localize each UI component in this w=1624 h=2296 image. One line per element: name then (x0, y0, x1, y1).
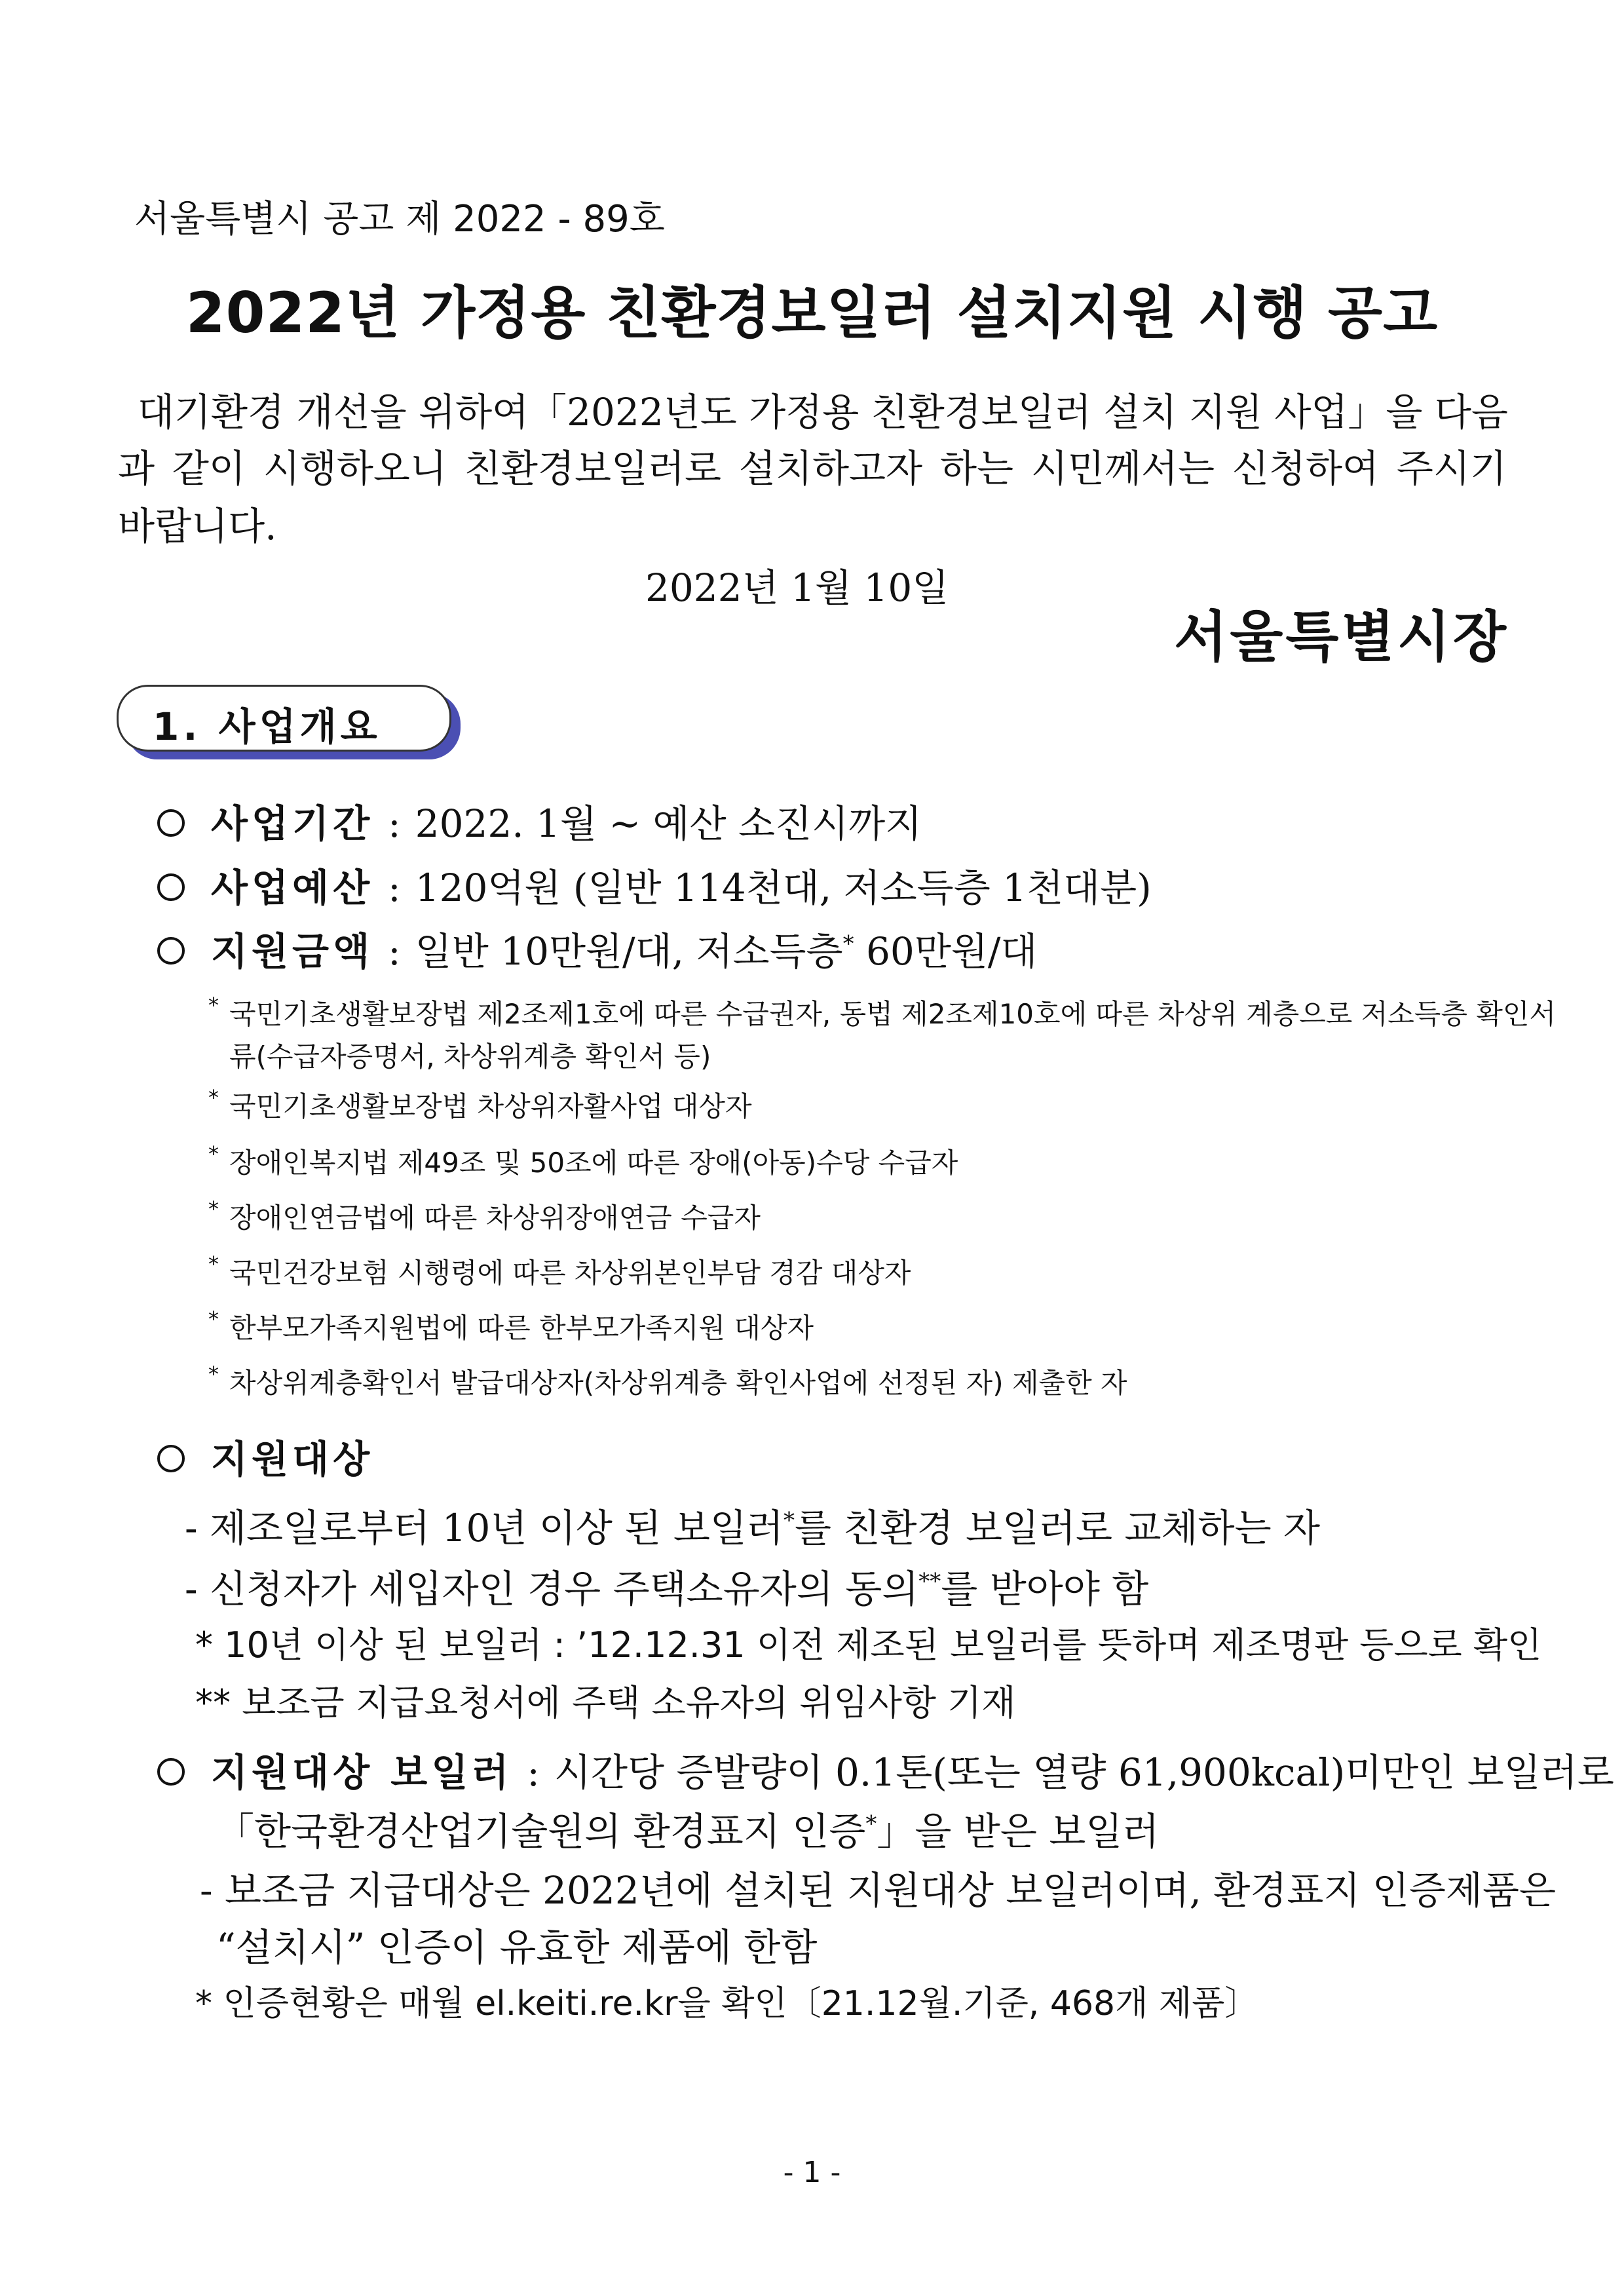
business-budget-item: 사업예산 : 120억원 (일반 114천대, 저소득층 1천대분) (157, 857, 1152, 912)
circle-bullet-icon (157, 873, 185, 901)
support-target-item: - 신청자가 세입자인 경우 주택소유자의 동의**를 받아야 함 (185, 1567, 1149, 1611)
support-amount-item: 지원금액 : 일반 10만원/대, 저소득층* 60만원/대 (157, 921, 1037, 976)
eligible-boiler-line-2: 「한국환경산업기술원의 환경표지 인증*」을 받은 보일러 (216, 1809, 1160, 1854)
eligible-boiler-item: 지원대상 보일러 : 시간당 증발량이 0.1톤(또는 열량 61,900kcal)미만인 보일러로 (157, 1742, 1614, 1797)
intro-line-2: 과 같이 시행하오니 친환경보일러로 설치하고자 하는 시민께서는 신청하여 주시기 (118, 446, 1507, 491)
subsidy-scope-line-1: - 보조금 지급대상은 2022년에 설치된 지원대상 보일러이며, 환경표지 인증제품은 (200, 1868, 1557, 1913)
item-value: 일반 10만원/대, 저소득층 (415, 929, 843, 974)
item-label: 사업예산 (211, 866, 374, 910)
issuer-name: 서울특별시장 (1174, 604, 1509, 669)
low-income-note: * 장애인복지법 제49조 및 50조에 따른 장애(아동)수당 수급자 (208, 1141, 958, 1179)
footnote-mark: * (842, 930, 854, 957)
notice-number: 서울특별시 공고 제 2022 - 89호 (134, 198, 665, 240)
item-label: 지원금액 (211, 929, 374, 974)
circle-bullet-icon (157, 1445, 185, 1472)
item-value-suffix: 60만원/대 (854, 929, 1038, 974)
low-income-note: * 장애인연금법에 따른 차상위장애연금 수급자 (208, 1196, 761, 1234)
notice-date: 2022년 1월 10일 (645, 565, 949, 610)
low-income-note: * 국민기초생활보장법 제2조제1호에 따른 수급권자, 동법 제2조제10호에 따른 차상위 계층으로 저소득층 확인서 (208, 993, 1557, 1030)
support-target-item: - 제조일로부터 10년 이상 된 보일러*를 친환경 보일러로 교체하는 자 (185, 1506, 1321, 1550)
target-footnote: * 10년 이상 된 보일러 : ’12.12.31 이전 제조된 보일러를 뜻하며 제조명판 등으로 확인 (195, 1624, 1542, 1666)
circle-bullet-icon (157, 1758, 185, 1786)
low-income-note: * 한부모가족지원법에 따른 한부모가족지원 대상자 (208, 1307, 814, 1344)
item-label: 사업기간 (211, 801, 374, 846)
circle-bullet-icon (157, 937, 185, 965)
intro-line-3: 바랍니다. (118, 504, 277, 548)
item-value: 120억원 (일반 114천대, 저소득층 1천대분) (415, 866, 1152, 910)
circle-bullet-icon (157, 809, 185, 837)
document-title: 2022년 가정용 친환경보일러 설치지원 시행 공고 (185, 280, 1439, 346)
section-heading-label: 1. 사업개요 (153, 704, 381, 749)
low-income-note: * 차상위계층확인서 발급대상자(차상위계층 확인사업에 선정된 자) 제출한 자 (208, 1362, 1127, 1399)
footnote-mark: ** (918, 1568, 941, 1595)
page-number: - 1 - (783, 2156, 841, 2189)
section-heading-tab (117, 685, 451, 752)
low-income-note-continued: 류(수급자증명서, 차상위계층 확인서 등) (229, 1041, 711, 1073)
target-footnote: ** 보조금 지급요청서에 주택 소유자의 위임사항 기재 (195, 1682, 1016, 1723)
item-value: 2022. 1월 ~ 예산 소진시까지 (415, 801, 922, 846)
business-period-item: 사업기간 : 2022. 1월 ~ 예산 소진시까지 (157, 793, 922, 848)
low-income-note: * 국민건강보험 시행령에 따른 차상위본인부담 경감 대상자 (208, 1252, 911, 1289)
support-target-heading: 지원대상 (157, 1428, 373, 1483)
subsidy-scope-line-2: “설치시” 인증이 유효한 제품에 한함 (216, 1925, 818, 1970)
certification-note: * 인증현황은 매월 el.keiti.re.kr을 확인〔21.12월.기준, 468개 제품〕 (195, 1984, 1259, 2023)
footnote-mark: * (783, 1507, 795, 1534)
low-income-note: * 국민기초생활보장법 차상위자활사업 대상자 (208, 1085, 752, 1122)
footnote-mark: * (865, 1810, 877, 1837)
intro-line-1: 대기환경 개선을 위하여「2022년도 가정용 친환경보일러 설치 지원 사업」을 다음 (138, 390, 1508, 434)
